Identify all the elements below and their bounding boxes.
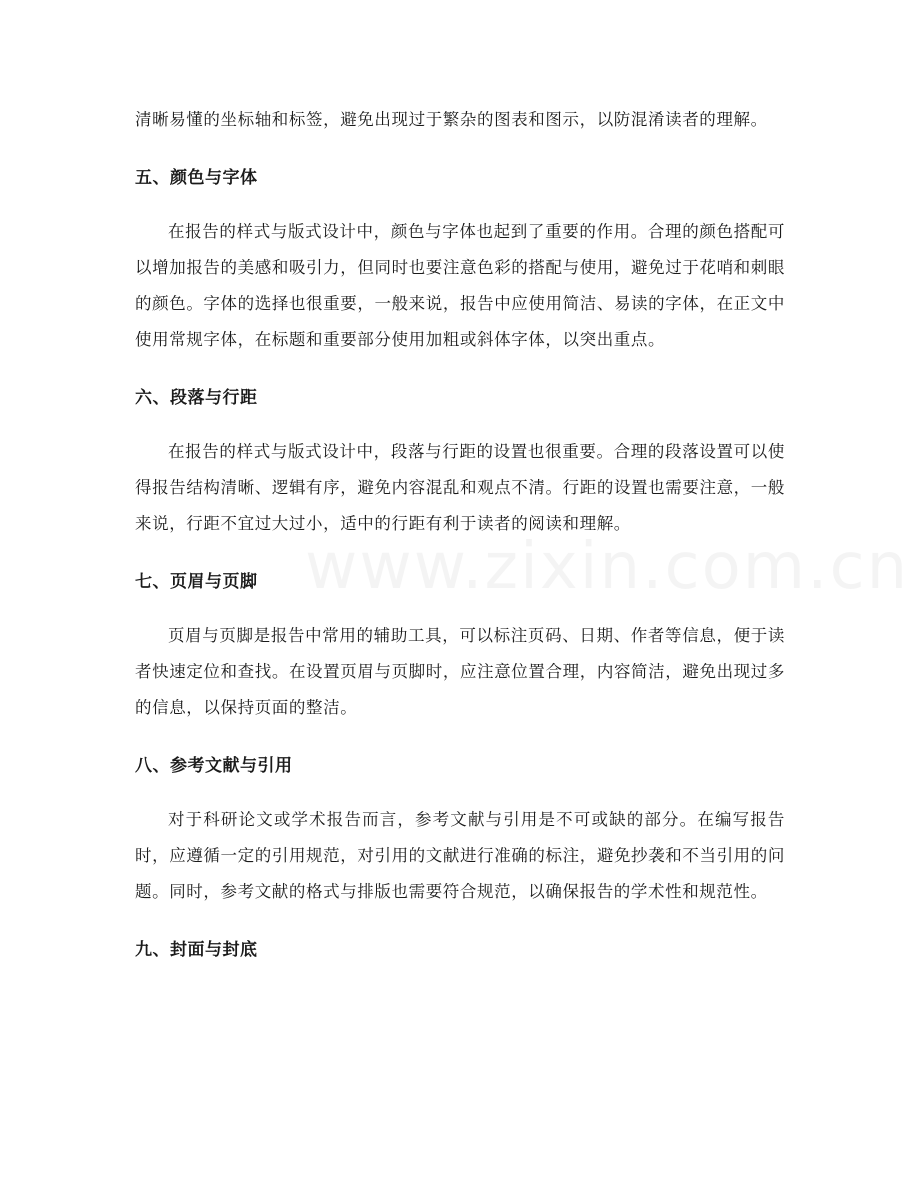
section-body-7: 页眉与页脚是报告中常用的辅助工具，可以标注页码、日期、作者等信息，便于读者快速定位和查找。在设置页眉与页脚时，应注意位置合理，内容简洁，避免出现过多的信息，以保持页面的整洁。 xyxy=(135,626,785,717)
section-heading-6: 六、段落与行距 xyxy=(135,388,258,408)
document-content xyxy=(135,102,785,968)
section-heading-7: 七、页眉与页脚 xyxy=(135,572,258,592)
section-heading-5: 五、颜色与字体 xyxy=(135,168,258,188)
section-heading-9: 九、封面与封底 xyxy=(135,940,258,960)
section-body-5: 在报告的样式与版式设计中，颜色与字体也起到了重要的作用。合理的颜色搭配可以增加报告的美感和吸引力，但同时也要注意色彩的搭配与使用，避免过于花哨和刺眼的颜色。字体的选择也很重要，一般来说，报告中应使用简洁、易读的字体，在正文中使用常规字体，在标题和重要部分使用加粗或斜体字体，以突出重点。 xyxy=(135,222,785,349)
section-body-8: 对于科研论文或学术报告而言，参考文献与引用是不可或缺的部分。在编写报告时，应遵循一定的引用规范，对引用的文献进行准确的标注，避免抄袭和不当引用的问题。同时，参考文献的格式与排版也需要符合规范，以确保报告的学术性和规范性。 xyxy=(135,810,785,901)
section-body-6: 在报告的样式与版式设计中，段落与行距的设置也很重要。合理的段落设置可以使得报告结构清晰、逻辑有序，避免内容混乱和观点不清。行距的设置也需要注意，一般来说，行距不宜过大过小，适中的行距有利于读者的阅读和理解。 xyxy=(135,442,785,533)
lead-paragraph: 清晰易懂的坐标轴和标签，避免出现过于繁杂的图表和图示，以防混淆读者的理解。 xyxy=(135,110,768,129)
section-heading-8: 八、参考文献与引用 xyxy=(135,756,293,776)
